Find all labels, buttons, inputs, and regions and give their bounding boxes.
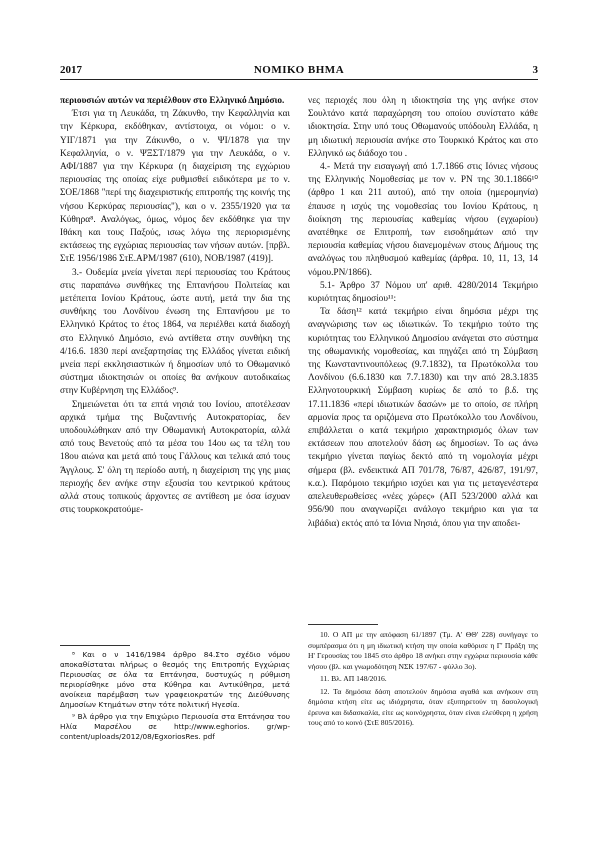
page-number: 3 [532,64,538,76]
page-header [60,64,538,78]
footnote-rule-right [308,624,378,625]
paragraph: νες περιοχές που όλη η ιδιοκτησία της γης ανήκε στον Σουλτάνο κατά παραχώρηση του οποίου συνίστατο κάθε ιδιοκτησία. Στην υπό τους Οθωμανούς υπόδουλη Ελλάδα, η μη ιδιωτική περιουσία ανήκε στο Τουρκικό Κράτος και στο Ελληνικό ως διάδοχο του . [308,96,538,159]
footnote: 10. Ο ΑΠ με την απόφαση 61/1897 (Τμ. Α' ΘΘ' 228) συνήγαγε το συμπέρασμα ότι η μη ιδιωτική κτήση την οποία καθόρισε η Γ' Πράξη της Η' Γερουσίας του 1845 στο άρθρο 18 ανήκει στην εγχώρια περιουσία κάθε νήσου (βλ. και γνωμοδότηση ΝΣΚ 197/67 - φύλλο 3ο). [308,630,538,671]
paragraph: Έτσι για τη Λευκάδα, τη Ζάκυνθο, την Κεφαλληνία και την Κέρκυρα, εκδόθηκαν, αντίστοιχα, οι νόμοι: ο ν. ΥΙΓ/1871 για την Ζάκυνθο, ο ν. ΨΙ/1878 για την Κεφαλληνία, ο ν. ΨΞΣΤ/1879 για την Λευκάδα, ο ν. ΑΦΙ/1887 για την Κέρκυρα (η διαχείριση της εγχώριου περιουσίας της οποίας είχε ρυθμισθεί ειδικότερα με το ν. ΣΟΕ/1868 "περί της διαχειριστικής επιτροπής της κοινής της νήσου Κερκύρας περιουσίας"), και ο ν. 2355/1920 για τα Κύθηρα⁸. Αναλόγως, όμως, νόμος δεν εκδόθηκε για την Ιθάκη και τους Παξούς, ισως λόγω της περιορισμένης εκτάσεως της εγχώριας περιουσίας των νήσων αυτών. [πρβλ. ΣτΕ 1956/1986 ΣτΕ.ΑΡΜ/1987 (610), ΝΟΒ/1987 (419)]. [60,109,290,265]
footnote: ⁹ Βλ άρθρο για την Επιχώριο Περιουσία στα Επτάνησα του Ηλία Μαρσέλου σε http://www.eghorios. gr/wp-content/uploads/2012/08/EgxoriosRes. pdf [60,712,290,741]
header-year: 2017 [60,64,82,76]
footnote-rule-left [60,645,130,646]
footnotes-left [60,650,290,744]
paragraph: Σημειώνεται ότι τα επτά νησιά του Ιονίου, αποτέλεσαν αρχικά τμήμα της Βυζαντινής Αυτοκρατορίας, δεν υποδουλώθηκαν από την Οθωμανική Αυτοκρατορία, αλλά από τους Βενετούς από τα μέσα του 14ου ως τα τέλη του 18ου αιώνα και μετά από τους Γάλλους και τελικά από τους Άγγλους. Σ' όλη τη περίοδο αυτή, η διαχείριση της γης μιας περιοχής δεν ανήκε στην εξουσία του κεντρικού κράτους αλλά στους τοπικούς άρχοντες σε αντίθεση με όσα ίσχυαν στις τουρκοκρατούμε- [60,399,290,516]
header-rule [60,79,538,80]
footnote: 11. Βλ. ΑΠ 148/2016. [320,674,387,683]
paragraph: 4.- Μετά την εισαγωγή από 1.7.1866 στις Ιόνιες νήσους της Ελληνικής Νομοθεσίας με τον ν. ΡΝ της 30.1.1866¹⁰ (άρθρο 1 και 211 αυτού), από την οποία (ημερομηνία) έπαυσε η ισχύς της νομοθεσίας του Ιονίου Κράτους, η διοίκηση της περιουσίας καθεμίας νήσου (εγχωρίου) ανατέθηκε σε Επιτροπή, των εισοδημάτων από την περιουσία καθεμίας νήσου διανεμομένων στους Δήμους της αναλόγως του πληθυσμού καθεμίας (άρθρα. 10, 11, 13, 14 νόμου.ΡΝ/1866). [308,162,538,278]
paragraph: 3.- Ουδεμία μνεία γίνεται περί περιουσίας του Κράτους στις παραπάνω συνθήκες της Επτανήσου Πολιτείας και μετέπειτα Ιονίου Κράτους, ώστε αυτή, μετά την δια της συνθήκης του Λονδίνου ένωση της Επτανήσου με το Ελληνικό Κράτος το έτος 1864, να περιέλθει κατά διαδοχή στο Ελληνικό Δημόσιο, ενώ αντίθετα στην συνθήκη της 4/16.6. 1830 περί ανεξαρτησίας της Ελλάδος γίνεται ειδική μνεία περί εκκλησιαστικών ή δημοσίων υπό το Οθωμανικό σύστημα ιδιοκτησιών οι οποίες θα ανήκουν αυτοδικαίως στην Κυβέρνηση της Ελλάδος⁹. [60,267,290,397]
paragraph: Τα δάση¹² κατά τεκμήριο είναι δημόσια μέχρι της αναγνώρισης των ως ιδιωτικών. Το τεκμήριο τούτο της κυριότητας του Ελληνικού Δημοσίου ανάγεται στο σύστημα της οθωμανικής νομοθεσίας, και πηγάζει από τη Σύμβαση της Κωνσταντινουπόλεως (9.7.1832), τα Πρωτόκολλα του Λονδίνου (6.6.1830 και 7.7.1830) και την από 28.3.1835 Ελληνοτουρκική Σύμβαση κυρίως δε από το β.δ. της 17.11.1836 «περί ιδιωτικών δασών» με το οποίο, σε πλήρη αρμονία προς τα οριζόμενα στο Πρωτόκολλο του Λονδίνου, επιβάλλεται ο κατά τεκμήριο χαρακτηρισμός όλων των εκτάσεων που αποτελούν δάση ως δημοσίων. Το ως άνω τεκμήριο γίνεται παγίως δεκτό από τη νομολογία μέχρι σήμερα (βλ. ενδεικτικά ΑΠ 701/78, 76/87, 426/87, 191/97, κ.α.). Παρόμοιο τεκμήριο ισχύει και για τις μεταγενέστερα απελευθερωθείσες «νέες χώρες» (ΑΠ 523/2000 αλλά και 956/90 που αναγνωρίζει ανάλογο τεκμήριο και για τα λιβάδια) εκτός από τα Ιόνια Νησιά, όπου για την αποδει- [308,307,538,529]
footnote: ⁸ Και ο ν 1416/1984 άρθρο 84.Στο σχέδιο νόμου αποκαθίσταται πλήρως ο θεσμός της Επιτροπής Εγχώριας Περιουσίας σε όλα τα Επτάνησα, δυστυχώς η ρύθμιση περιορίσθηκε μόνο στα Κύθηρα και Αντικύθηρα, μετά ανοίκεια παρέμβαση των γραφειοκρατών της Διεύθυνσης Δημοσίων Κτημάτων στην τότε πολιτική Ηγεσία. [60,650,290,709]
header-title: ΝΟΜΙΚΟ ΒΗΜΑ [253,64,345,76]
footnotes-right [308,630,538,731]
footnote: 12. Τα δημόσια δάση αποτελούν δημόσια αγαθά και ανήκουν στη δημόσια κτήση είτε ως ιδιόχρηστα, όταν εξυπηρετούν τη δασολογική έρευνα και διδασκαλία, είτε ως κοινόχρηστα, όταν είναι ελεύθερη η χρήση τους από το κοινό (ΣτΕ 805/2016). [308,686,538,727]
right-column [308,95,538,531]
paragraph: περιουσιών αυτών να περιέλθουν στο Ελληνικό Δημόσιο. [60,96,285,106]
paragraph: 5.1- Άρθρο 37 Νόμου υπ' αριθ. 4280/2014 Τεκμήριο κυριότητας δημοσίου¹¹: [308,280,538,305]
left-column [60,95,290,518]
